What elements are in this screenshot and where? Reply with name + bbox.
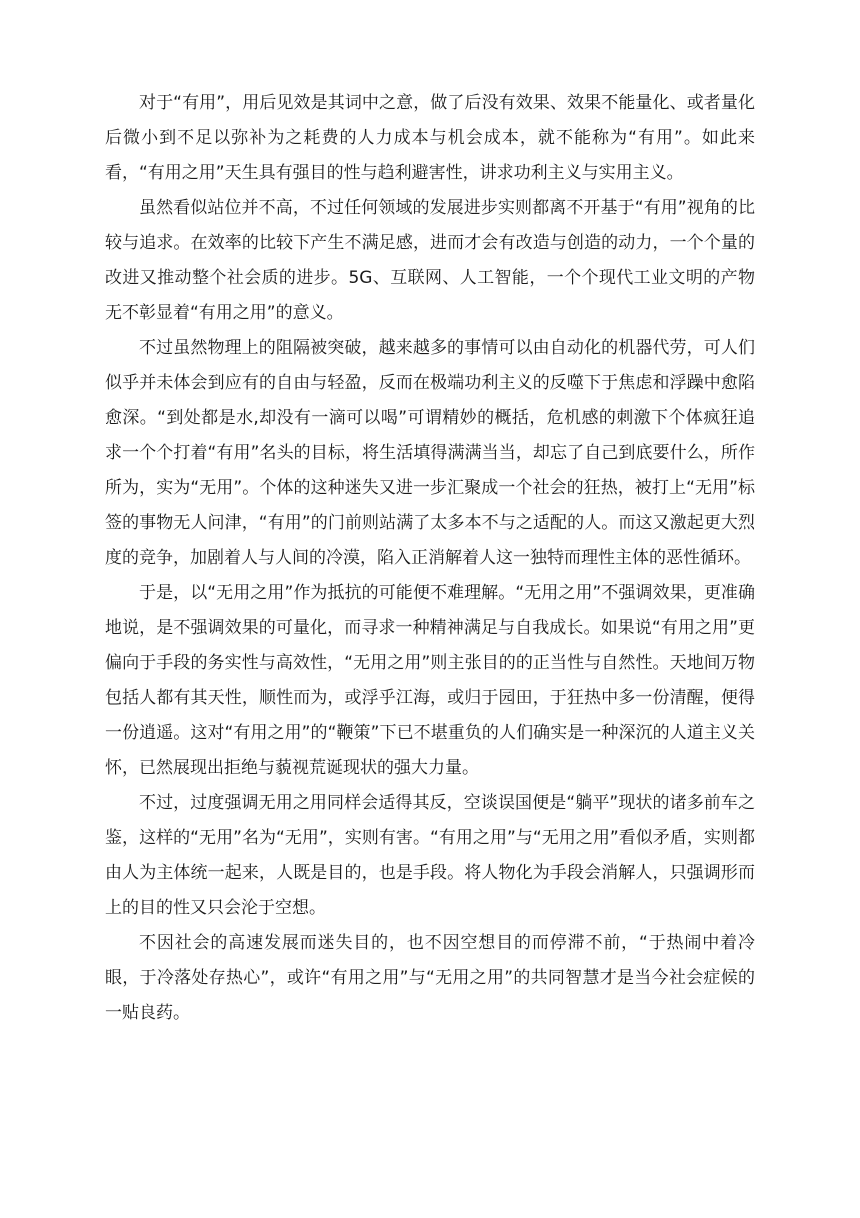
paragraph-4: 于是，以“无用之用”作为抵抗的可能便不难理解。“无用之用”不强调效果，更准确地说，是不强调效果的可量化，而寻求一种精神满足与自我成长。如果说“有用之用”更偏向于手段的务实性与高效性，“无用之用”则主张目的的正当性与自然性。天地间万物包括人都有其天性，顺性而为，或浮乎江海，或归于园田，于狂热中多一份清醒，便得一份逍遥。这对“有用之用”的“鞭策”下已不堪重负的人们确实是一种深沉的人道主义关怀，已然展现出拒绝与藐视荒诞现状的强大力量。 [105, 583, 755, 778]
paragraph-5: 不过，过度强调无用之用同样会适得其反，空谈误国便是“躺平”现状的诸多前车之鉴，这样的“无用”名为“无用”，实则有害。“有用之用”与“无用之用”看似矛盾，实则都由人为主体统一起来，人既是目的，也是手段。将人物化为手段会消解人，只强调形而上的目的性又只会沦于空想。 [105, 793, 755, 918]
paragraph-1: 对于“有用”，用后见效是其词中之意，做了后没有效果、效果不能量化、或者量化后微小到不足以弥补为之耗费的人力成本与机会成本，就不能称为“有用”。如此来看，“有用之用”天生具有强目的性与趋利避害性，讲求功利主义与实用主义。 [105, 93, 755, 183]
document-page [105, 86, 755, 1031]
paragraph-2: 虽然看似站位并不高，不过任何领域的发展进步实则都离不开基于“有用”视角的比较与追求。在效率的比较下产生不满足感，进而才会有改造与创造的动力，一个个量的改进又推动整个社会质的进步。5G、互联网、人工智能，一个个现代工业文明的产物无不彰显着“有用之用”的意义。 [105, 198, 755, 323]
paragraph-3: 不过虽然物理上的阻隔被突破，越来越多的事情可以由自动化的机器代劳，可人们似乎并未体会到应有的自由与轻盈，反而在极端功利主义的反噬下于焦虑和浮躁中愈陷愈深。“到处都是水,却没有一滴可以喝”可谓精妙的概括，危机感的刺激下个体疯狂追求一个个打着“有用”名头的目标，将生活填得满满当当，却忘了自己到底要什么，所作所为，实为“无用”。个体的这种迷失又进一步汇聚成一个社会的狂热，被打上“无用”标签的事物无人问津，“有用”的门前则站满了太多本不与之适配的人。而这又激起更大烈度的竞争，加剧着人与人间的冷漠，陷入正消解着人这一独特而理性主体的恶性循环。 [105, 338, 755, 568]
paragraph-6: 不因社会的高速发展而迷失目的，也不因空想目的而停滞不前，“于热闹中着冷眼，于冷落处存热心”，或许“有用之用”与“无用之用”的共同智慧才是当今社会症候的一贴良药。 [105, 933, 755, 1023]
